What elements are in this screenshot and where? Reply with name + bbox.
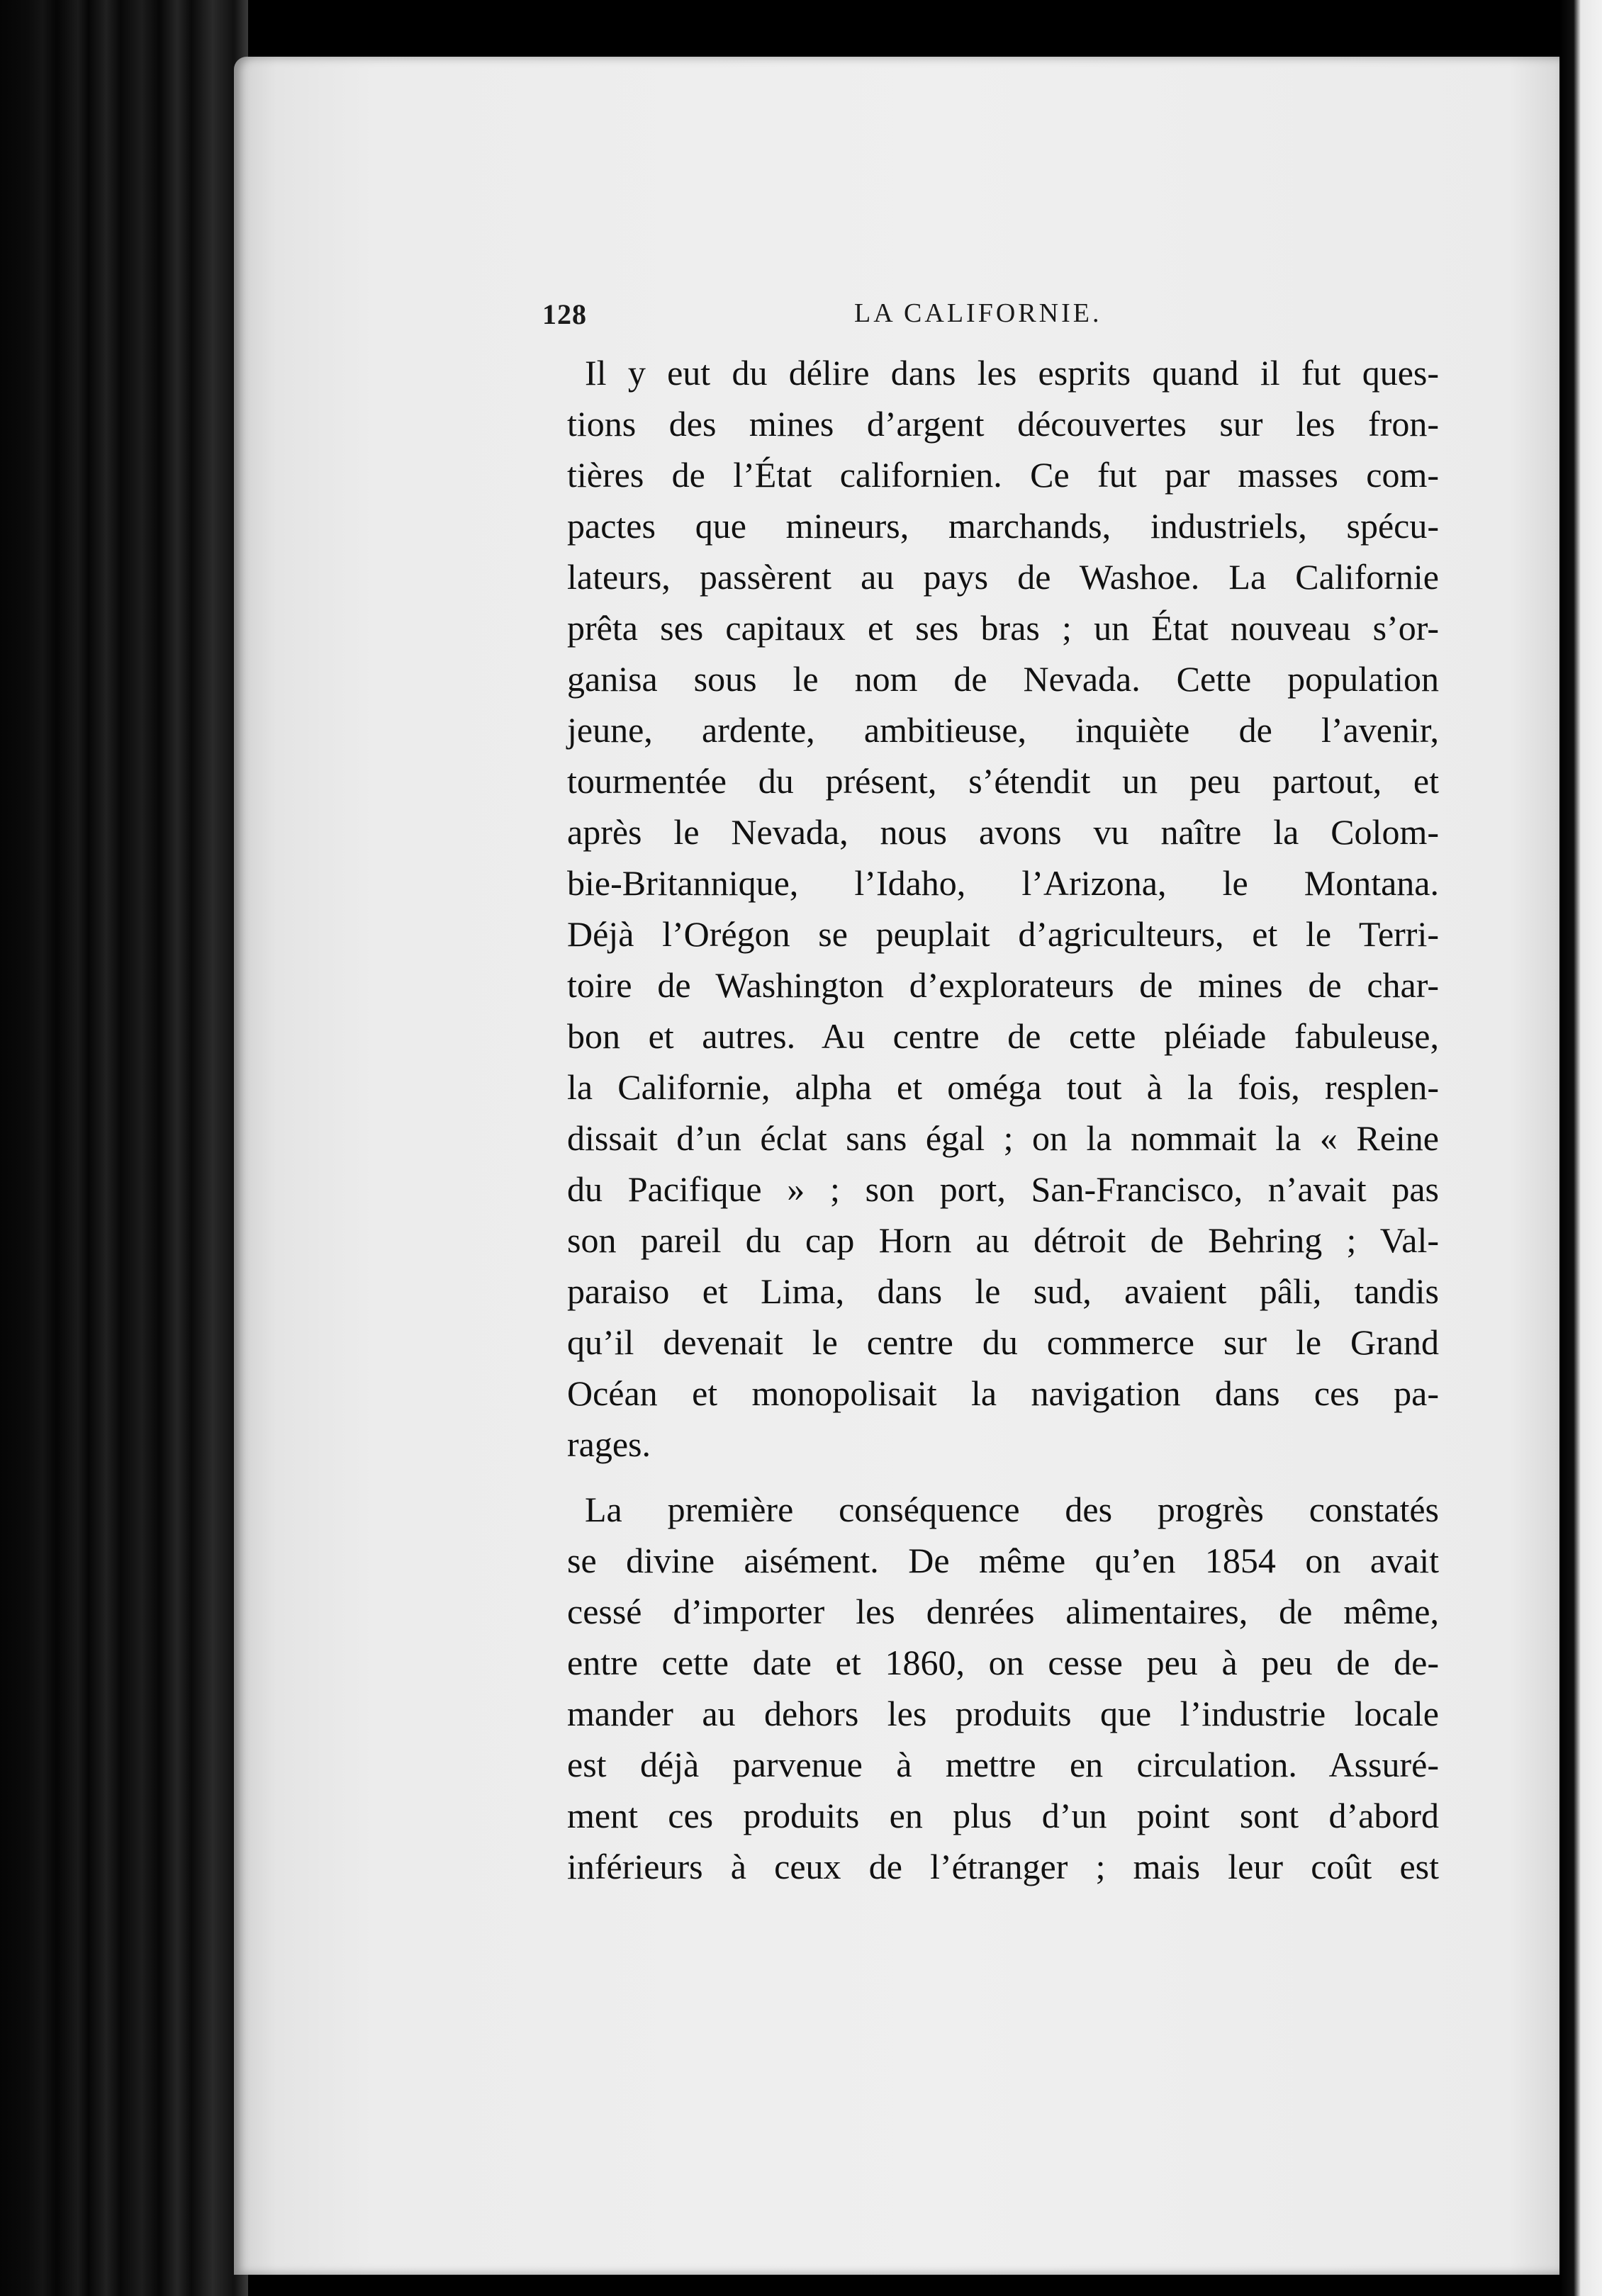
text-line: tourmentée du présent, s’étendit un peu partout, et bbox=[567, 761, 1439, 801]
text-line: La première conséquence des progrès constatés bbox=[585, 1490, 1439, 1529]
facing-page-edge bbox=[1559, 0, 1602, 2296]
text-line: rages. bbox=[567, 1424, 651, 1464]
text-line: entre cette date et 1860, on cesse peu à peu de de- bbox=[567, 1643, 1439, 1682]
running-title: LA CALIFORNIE. bbox=[854, 298, 1102, 328]
text-line: lateurs, passèrent au pays de Washoe. La Californie bbox=[567, 557, 1439, 597]
page-header bbox=[542, 298, 1464, 340]
text-line: jeune, ardente, ambitieuse, inquiète de l’avenir, bbox=[567, 710, 1439, 750]
text-line: se divine aisément. De même qu’en 1854 on avait bbox=[567, 1541, 1439, 1580]
text-line: prêta ses capitaux et ses bras ; un État nouveau s’or- bbox=[567, 608, 1439, 648]
text-line: inférieurs à ceux de l’étranger ; mais leur coût est bbox=[567, 1847, 1439, 1886]
text-line: dissait d’un éclat sans égal ; on la nommait la « Reine bbox=[567, 1118, 1439, 1158]
text-line: la Californie, alpha et oméga tout à la fois, resplen- bbox=[567, 1067, 1439, 1107]
text-line: après le Nevada, nous avons vu naître la Colom- bbox=[567, 812, 1439, 852]
text-line: toire de Washington d’explorateurs de mines de char- bbox=[567, 965, 1439, 1005]
text-line: Il y eut du délire dans les esprits quand il fut ques- bbox=[585, 353, 1439, 393]
text-line: tions des mines d’argent découvertes sur les fron- bbox=[567, 404, 1439, 444]
text-line: bie-Britannique, l’Idaho, l’Arizona, le Montana. bbox=[567, 863, 1439, 903]
text-line: du Pacifique » ; son port, San-Francisco, n’avait pas bbox=[567, 1169, 1439, 1209]
paragraph-2 bbox=[567, 1484, 1439, 1892]
text-line: tières de l’État californien. Ce fut par masses com- bbox=[567, 455, 1439, 495]
text-line: paraiso et Lima, dans le sud, avaient pâli, tandis bbox=[567, 1271, 1439, 1311]
text-line: Océan et monopolisait la navigation dans ces pa- bbox=[567, 1373, 1439, 1413]
text-line: bon et autres. Au centre de cette pléiade fabuleuse, bbox=[567, 1016, 1439, 1056]
text-line: cessé d’importer les denrées alimentaires, de même, bbox=[567, 1592, 1439, 1631]
paragraph-1 bbox=[567, 347, 1439, 1470]
book-page-edges bbox=[0, 0, 248, 2296]
text-line: pactes que mineurs, marchands, industriels, spécu- bbox=[567, 506, 1439, 546]
page-number: 128 bbox=[542, 298, 587, 330]
text-line: mander au dehors les produits que l’industrie locale bbox=[567, 1694, 1439, 1733]
text-line: ment ces produits en plus d’un point sont d’abord bbox=[567, 1796, 1439, 1835]
body-text bbox=[567, 347, 1439, 1892]
text-line: Déjà l’Orégon se peuplait d’agriculteurs, et le Terri- bbox=[567, 914, 1439, 954]
text-line: ganisa sous le nom de Nevada. Cette population bbox=[567, 659, 1439, 699]
text-line: son pareil du cap Horn au détroit de Behring ; Val- bbox=[567, 1220, 1439, 1260]
text-line: est déjà parvenue à mettre en circulation. Assuré- bbox=[567, 1745, 1439, 1784]
text-line: qu’il devenait le centre du commerce sur le Grand bbox=[567, 1322, 1439, 1362]
